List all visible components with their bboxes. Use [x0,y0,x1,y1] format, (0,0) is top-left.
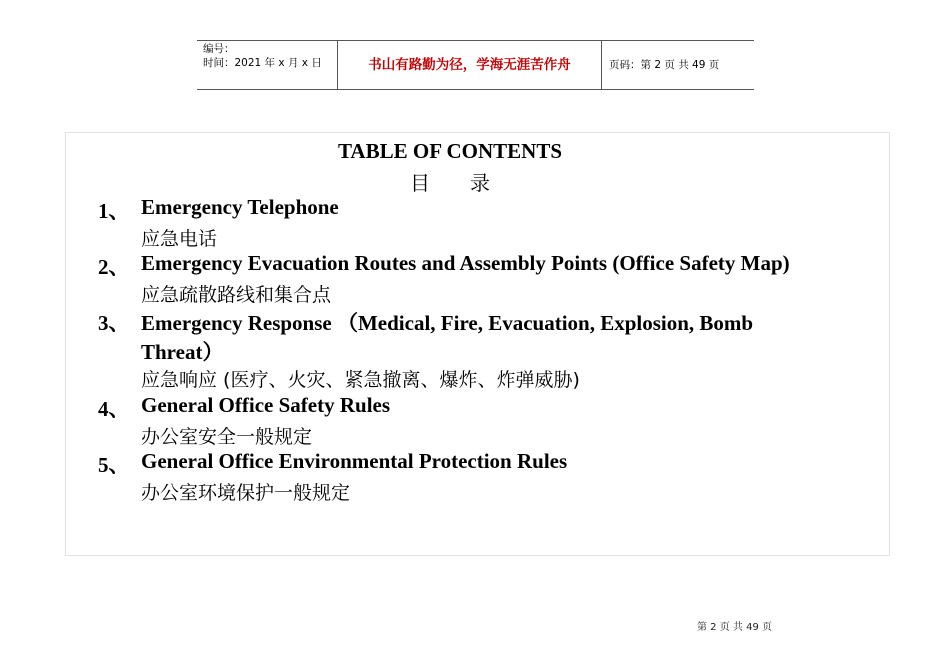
toc-item-number: 2、 [98,255,130,279]
toc-item-zh: 应急响应 (医疗、火灾、紧急撤离、爆炸、炸弹威胁) [141,369,580,391]
header-meta-cell [197,41,337,89]
time-label: 时间：2021 年 x 月 x 日 [203,57,322,69]
toc-item-en: Emergency Evacuation Routes and Assembly Points (Office Safety Map) [141,251,790,275]
toc-item-number: 4、 [98,397,130,421]
toc-item-en: General Office Environmental Protection Rules [141,449,568,473]
toc-item-number: 3、 [98,311,130,335]
toc-item-number: 1、 [98,199,130,223]
toc-item-zh: 应急疏散路线和集合点 [141,284,332,306]
toc-item-zh: 应急电话 [141,228,218,250]
toc-title-en: TABLE OF CONTENTS [337,139,563,163]
toc-item-number: 5、 [98,453,130,477]
toc-item-en: Emergency Response （Medical, Fire, Evacuation, Explosion, Bomb [141,311,754,335]
page-header-table [197,40,754,90]
toc-item-en: Emergency Telephone [141,195,339,219]
toc-item-en: General Office Safety Rules [141,393,391,417]
page-footer: 第 2 页 共 49 页 [697,622,772,633]
toc-item-en-continued: Threat） [141,340,224,364]
number-label: 编号： [203,43,235,55]
header-page-label: 页码：第 2 页 共 49 页 [609,59,720,71]
header-motto: 书山有路勤为径，学海无涯苦作舟 [368,57,571,73]
toc-item-zh: 办公室环境保护一般规定 [141,482,351,504]
toc-item-zh: 办公室安全一般规定 [141,426,313,448]
toc-title-zh: 目 录 [410,171,490,195]
